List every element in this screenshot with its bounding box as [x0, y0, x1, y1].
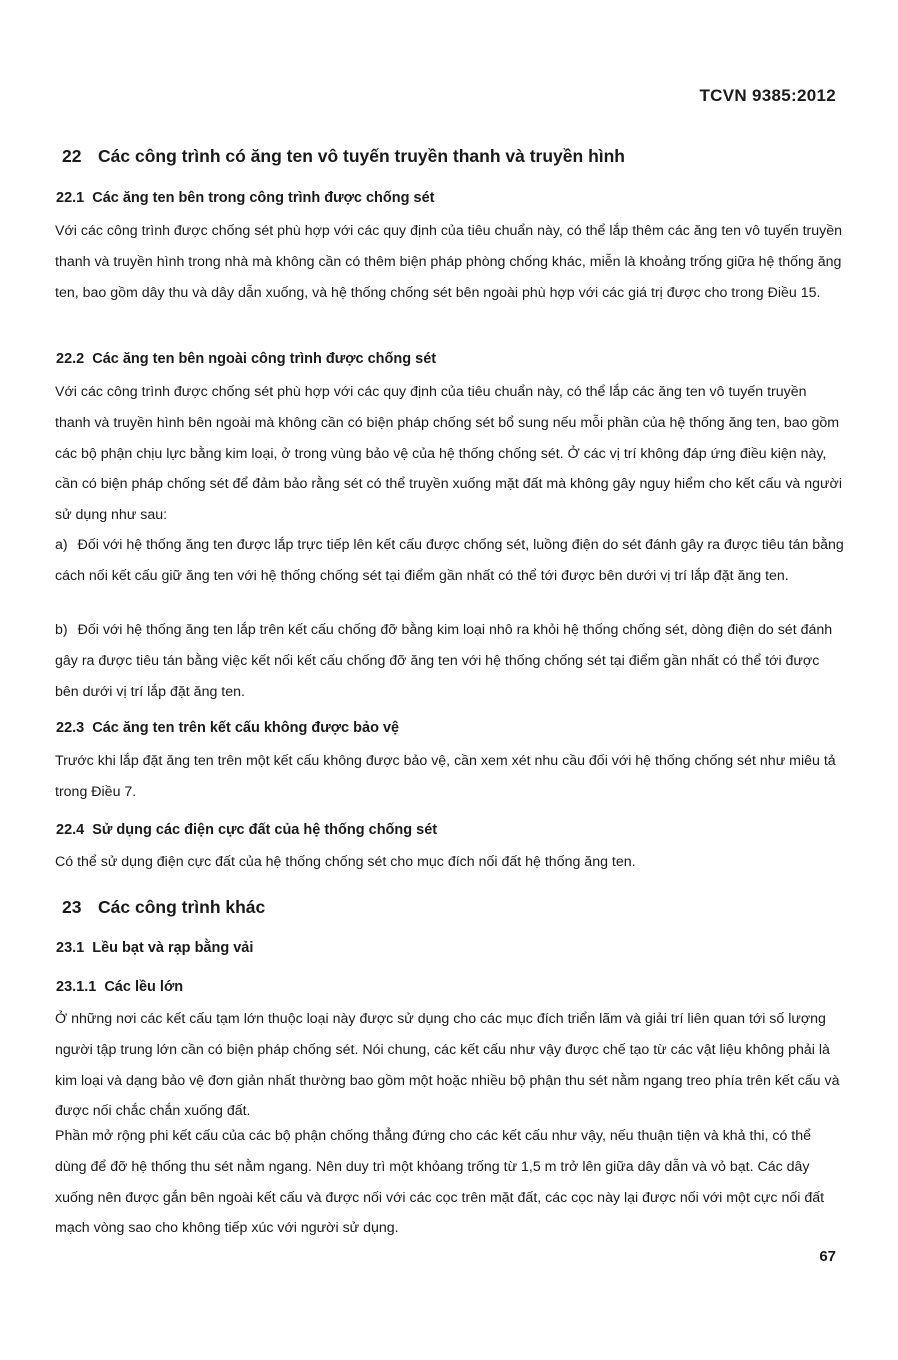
list-item-b: [55, 615, 845, 707]
subsection-title: Lều bạt và rạp bằng vải: [92, 940, 254, 956]
list-item-text: Đối với hệ thống ăng ten được lắp trực tiếp lên kết cấu được chống sét, luồng điện do sét đánh gây ra được tiêu tán bằng cách nối kết cấu giữ ăng ten với hệ thống chống sét tại điểm gần nhất có thể tới được bên dưới vị trí lắp đặt ăng ten.: [55, 537, 844, 584]
subsection-22-3-heading: [56, 720, 399, 736]
subsection-number: 22.4: [56, 822, 85, 838]
subsection-22-1-heading: [56, 190, 434, 206]
list-marker: b): [55, 622, 68, 638]
subsection-22-4-heading: [56, 822, 437, 838]
paragraph-22-3: Trước khi lắp đặt ăng ten trên một kết cấu không được bảo vệ, cần xem xét nhu cầu đối với hệ thống chống sét như miêu tả trong Điều 7.: [55, 753, 836, 800]
subsection-title: Sử dụng các điện cực đất của hệ thống chống sét: [92, 822, 438, 838]
section-23-heading: [62, 897, 265, 918]
subsection-number: 23.1.1: [56, 979, 97, 995]
subsection-number: 22.3: [56, 720, 85, 736]
paragraph-23-1-1-b: Phần mở rộng phi kết cấu của các bộ phận chống thẳng đứng cho các kết cấu như vậy, nếu thuận tiện và khả thi, có thể dùng để đỡ hệ thống thu sét nằm ngang. Nên duy trì một khỏang trống từ 1,5 m trở lên giữa dây dẫn và vỏ bạt. Các dây xuống nên được gắn bên ngoài kết cấu và được nối với các cọc trên mặt đất, các cọc này lại được nối với một cực nối đất mạch vòng sao cho không tiếp xúc với người sử dụng.: [55, 1128, 825, 1237]
section-22-heading: [62, 146, 625, 167]
paragraph-23-1-1-a: Ở những nơi các kết cấu tạm lớn thuộc loại này được sử dụng cho các mục đích triển lãm và giải trí liên quan tới số lượng người tập trung lớn cần có biện pháp chống sét. Nói chung, các kết cấu như vậy được chế tạo từ các vật liệu không phải là kim loại và dạng bảo vệ đơn giản nhất thường bao gồm một hoặc nhiều bộ phận thu sét nằm ngang treo phía trên kết cấu và được nối chắc chắn xuống đất.: [55, 1011, 840, 1120]
subsection-23-1-heading: [56, 940, 253, 956]
section-title: Các công trình có ăng ten vô tuyến truyền thanh và truyền hình: [98, 146, 625, 166]
section-number: 23: [62, 897, 82, 917]
paragraph-22-1: Với các công trình được chống sét phù hợp với các quy định của tiêu chuẩn này, có thể lắp thêm các ăng ten vô tuyến truyền thanh và truyền hình trong nhà mà không cần có thêm biện pháp phòng chống khác, miễn là khoảng trống giữa hệ thống ăng ten, bao gồm dây thu và dây dẫn xuống, và hệ thống chống sét bên ngoài phù hợp với các giá trị được cho trong Điều 15.: [55, 223, 843, 301]
paragraph-22-2: Với các công trình được chống sét phù hợp với các quy định của tiêu chuẩn này, có thể lắp các ăng ten vô tuyến truyền thanh và truyền hình bên ngoài mà không cần có biện pháp chống sét bổ sung nếu mỗi phần của hệ thống ăng ten, bao gồm các bộ phận chịu lực bằng kim loại, ở trong vùng bảo vệ của hệ thống chống sét. Ở các vị trí không đáp ứng điều kiện này, cần có biện pháp chống sét để đảm bảo rằng sét có thể truyền xuống mặt đất mà không gây nguy hiểm cho kết cấu và người sử dụng như sau:: [55, 384, 842, 524]
subsection-number: 22.2: [56, 351, 85, 367]
subsection-title: Các ăng ten trên kết cấu không được bảo vệ: [92, 720, 400, 736]
subsection-number: 23.1: [56, 940, 85, 956]
subsection-title: Các ăng ten bên trong công trình được chống sét: [92, 190, 435, 206]
list-marker: a): [55, 537, 68, 553]
subsection-22-2-heading: [56, 351, 436, 367]
standard-code: TCVN 9385:2012: [699, 86, 836, 105]
subsection-title: Các ăng ten bên ngoài công trình được chống sét: [92, 351, 437, 367]
subsection-23-1-1-heading: [56, 979, 183, 995]
subsection-number: 22.1: [56, 190, 85, 206]
section-title: Các công trình khác: [98, 897, 266, 917]
paragraph-22-4: Có thể sử dụng điện cực đất của hệ thống chống sét cho mục đích nối đất hệ thống ăng ten.: [55, 854, 636, 870]
list-item-text: Đối với hệ thống ăng ten lắp trên kết cấu chống đỡ bằng kim loại nhô ra khỏi hệ thống chống sét, dòng điện do sét đánh gây ra được tiêu tán bằng việc kết nối kết cấu chống đỡ ăng ten với hệ thống chống sét tại điểm gần nhất có thể tới được bên dưới vị trí lắp đặt ăng ten.: [55, 622, 833, 700]
list-item-a: [55, 530, 845, 592]
subsection-title: Các lều lớn: [104, 979, 184, 995]
page-number: 67: [819, 1248, 836, 1265]
section-number: 22: [62, 146, 82, 166]
